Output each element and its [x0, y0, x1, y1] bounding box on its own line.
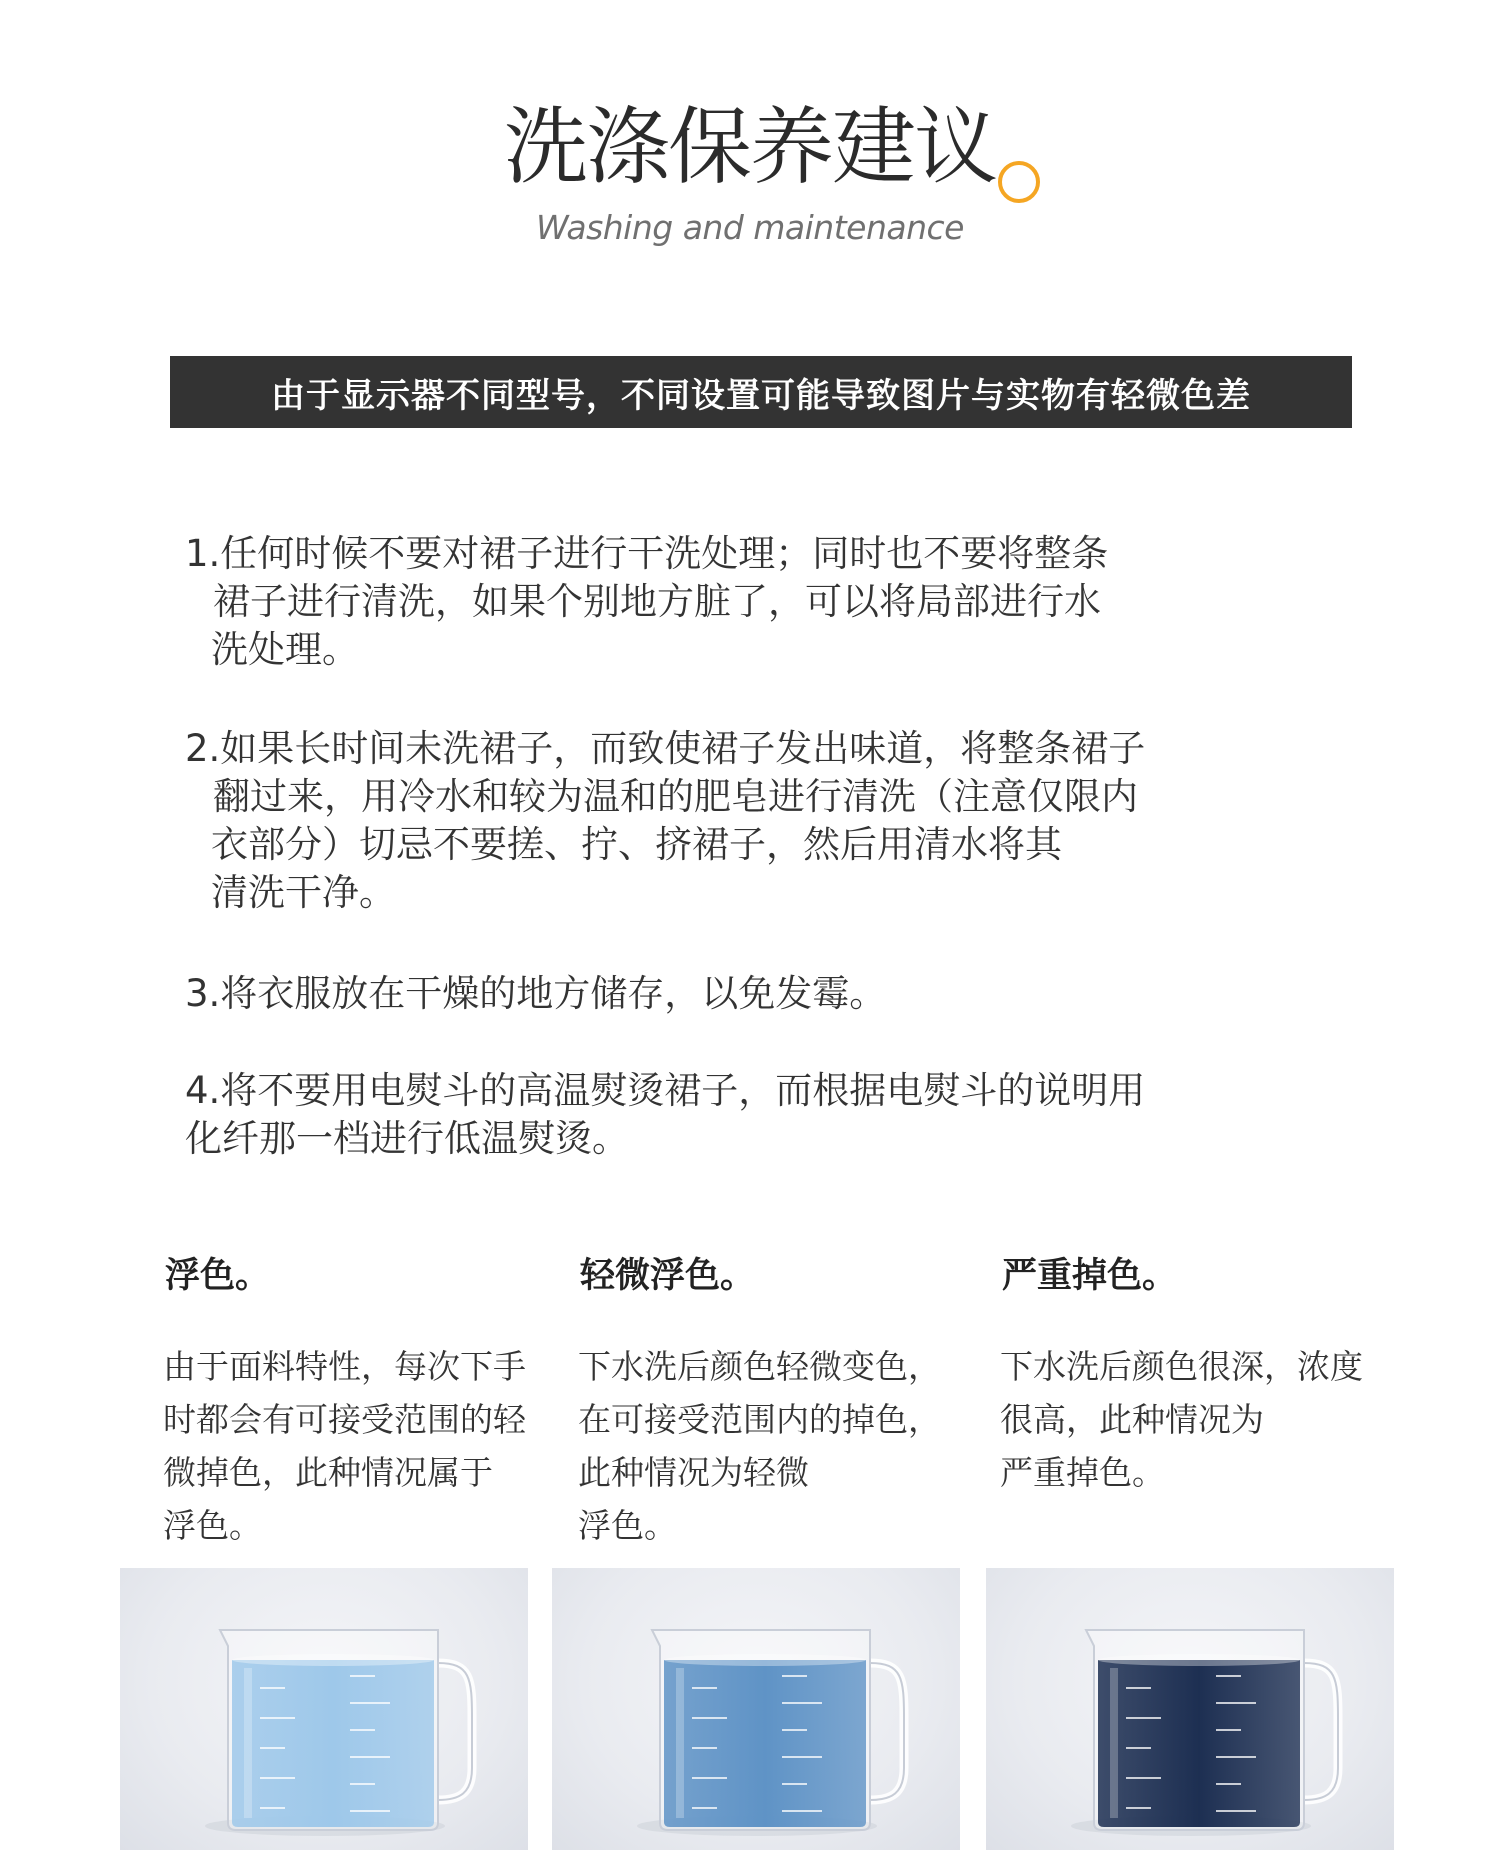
tip-2: [185, 725, 1145, 917]
tip-line: 裙子进行清洗，如果个别地方脏了，可以将局部进行水: [213, 580, 1101, 623]
page-subtitle: Washing and maintenance: [536, 208, 964, 247]
fade-level-line: 严重掉色。: [1000, 1453, 1165, 1492]
fade-level-description: [1000, 1340, 1420, 1499]
fade-level-line: 很高，此种情况为: [1000, 1400, 1264, 1439]
fade-level-line: 下水洗后颜色很深，浓度: [1000, 1347, 1363, 1386]
fade-level-line: 由于面料特性，每次下手: [163, 1347, 526, 1386]
tip-4: [185, 1067, 1145, 1163]
fade-level-line: 此种情况为轻微: [578, 1453, 809, 1492]
fade-level-3: [1000, 1248, 1420, 1499]
fade-level-heading: 严重掉色。: [1002, 1256, 1178, 1296]
tip-line: 衣部分）切忌不要搓、拧、挤裙子，然后用清水将其: [211, 823, 1062, 866]
beaker-photo-light: [120, 1568, 528, 1850]
page-title: [503, 98, 996, 196]
tip-line: 翻过来，用冷水和较为温和的肥皂进行清洗（注意仅限内: [213, 775, 1138, 818]
tip-line: 洗处理。: [211, 628, 359, 671]
beaker-icon: [986, 1568, 1394, 1850]
tip-line: 4.将不要用电熨斗的高温熨烫裙子，而根据电熨斗的说明用: [185, 1069, 1146, 1112]
fade-level-line: 浮色。: [578, 1506, 677, 1545]
fade-level-line: 在可接受范围内的掉色，: [578, 1400, 941, 1439]
page-title-text: 洗涤保养建议: [503, 98, 996, 196]
fade-level-heading: 浮色。: [165, 1256, 271, 1296]
beaker-photo-dark: [986, 1568, 1394, 1850]
beaker-icon: [120, 1568, 528, 1850]
fade-level-line: 下水洗后颜色轻微变色，: [578, 1347, 941, 1386]
fade-level-line: 浮色。: [163, 1506, 262, 1545]
fade-level-1: [163, 1248, 583, 1552]
tip-line: 2.如果长时间未洗裙子，而致使裙子发出味道，将整条裙子: [185, 727, 1146, 770]
fade-level-heading: 轻微浮色。: [580, 1256, 756, 1296]
tip-line: 1.任何时候不要对裙子进行干洗处理；同时也不要将整条: [185, 532, 1109, 575]
title-accent-circle: [998, 161, 1040, 203]
fade-level-description: [578, 1340, 998, 1552]
color-notice-text: 由于显示器不同型号，不同设置可能导致图片与实物有轻微色差: [271, 375, 1251, 416]
title-area: [0, 98, 1500, 196]
beaker-icon: [552, 1568, 960, 1850]
tip-line: 3.将衣服放在干燥的地方储存，以免发霉。: [185, 972, 887, 1015]
tip-line: 清洗干净。: [211, 871, 396, 914]
fade-level-2: [578, 1248, 998, 1552]
fade-level-description: [163, 1340, 583, 1552]
color-notice-banner: [170, 356, 1352, 428]
fade-level-line: 微掉色，此种情况属于: [163, 1453, 493, 1492]
tip-line: 化纤那一档进行低温熨烫。: [185, 1117, 629, 1160]
tip-3: [185, 970, 886, 1018]
fade-level-line: 时都会有可接受范围的轻: [163, 1400, 526, 1439]
tip-1: [185, 530, 1108, 674]
beaker-photo-medium: [552, 1568, 960, 1850]
